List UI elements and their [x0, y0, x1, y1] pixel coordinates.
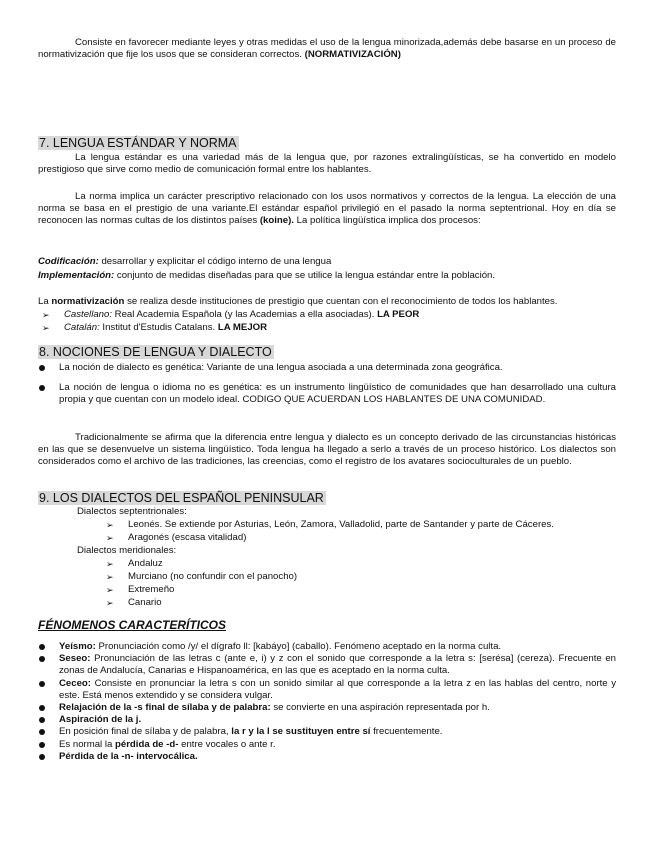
s7-paragraph-1: La lengua estándar es una variedad más de la lengua que, por razones extralingüísticas, se ha convertido en modelo prestigioso que sirve como medio de comunicación formal entre los hablantes.	[38, 152, 616, 176]
arrow-bullet-icon: ➢	[106, 598, 114, 608]
sept-item-2	[106, 532, 618, 544]
list-item	[38, 641, 616, 653]
fen-label: Ceceo:	[59, 677, 91, 689]
fen-label: Seseo:	[59, 653, 91, 665]
arrow-bullet-icon: ➢	[106, 520, 114, 530]
merid-item-text: Andaluz	[128, 558, 163, 569]
bullet-icon	[39, 365, 45, 371]
meridionales-label: Dialectos meridionales:	[77, 545, 177, 556]
fenomenos-heading: FÉNOMENOS CARACTERÍTICOS	[38, 618, 227, 632]
arrow-bullet-icon: ➢	[42, 323, 50, 333]
fen-text: Consiste en pronunciar la letra s con un sonido similar al que corresponde a la letra z en las hablas del centro, norte y este. Está menos extendido y se considera vulgar.	[59, 677, 616, 701]
bullet-icon	[39, 644, 45, 650]
fen-7c: entre vocales o ante r.	[181, 738, 276, 750]
catalan-bold: LA MEJOR	[217, 322, 268, 333]
catalan-item	[42, 322, 638, 334]
fenomenos-list	[38, 641, 616, 763]
codificacion-line	[38, 256, 616, 268]
fen-6a: En posición final de sílaba y de palabra,	[59, 726, 229, 738]
fen-text: se convierte en una aspiración representada por h.	[273, 702, 490, 714]
list-item	[38, 739, 616, 751]
sept-item-text: Aragonés (escasa vitalidad)	[128, 532, 247, 543]
s8-paragraph: Tradicionalmente se afirma que la diferencia entre lengua y dialecto es un concepto derivado de las circunstancias históricas en las que se desenvuelve un sistema lingüístico. Toda lengua ha llegado a serlo a través de un proceso histórico. Los dialectos son considerados como el archivo de las tradiciones, las creencias, como el registro de los avatares socioculturales de un pueblo.	[38, 432, 616, 468]
merid-item-2	[106, 571, 297, 583]
merid-item-3	[106, 584, 174, 596]
merid-item-4	[106, 597, 162, 609]
fen-6c: frecuentemente.	[373, 726, 443, 738]
implementacion-line	[38, 270, 616, 282]
s7-p2-koine: (koine).	[259, 215, 294, 227]
section-9-heading: 9. LOS DIALECTOS DEL ESPAÑOL PENINSULAR	[39, 491, 324, 505]
bullet-icon	[39, 754, 45, 760]
intro-text: Consiste en favorecer mediante leyes y otras medidas el uso de la lengua minorizada,además debe basarse en un proceso de normativización que fije los usos que se consideran correctos.	[38, 37, 616, 61]
s8-bullet-2: La noción de lengua o idioma no es genética: es un instrumento lingüístico de comunidades que han desarrollado una cultura propia y que cuentan con un modelo ideal. CODIGO QUE ACUERDAN LOS HABLANTES DE UNA COMUNIDAD.	[59, 382, 616, 406]
fen-text: Pronunciación de las letras c (ante e, i) y z con el sonido que corresponde a la letra s: [serésa] (cereza). Frecuente en zonas de Andalucía, Canarias e Hispanoamérica, en las que es aceptado en la norma culta.	[59, 653, 616, 677]
list-item	[38, 714, 616, 726]
intro-paragraph	[38, 37, 616, 61]
bullet-icon	[39, 385, 45, 391]
merid-item-text: Canario	[128, 597, 162, 608]
implementacion-label: Implementación:	[38, 270, 115, 281]
merid-item-1	[106, 558, 163, 570]
bullet-icon	[39, 729, 45, 735]
bullet-icon	[39, 656, 45, 662]
codificacion-label: Codificación:	[38, 256, 99, 267]
bullet-icon	[39, 705, 45, 711]
fen-label: Yeísmo:	[59, 641, 96, 652]
list-item	[38, 726, 616, 738]
s8-bullet-list	[38, 362, 616, 407]
s8-bullet-1: La noción de dialecto es genética: Variante de una lengua asociada a una determinada zona geográfica.	[59, 362, 503, 373]
arrow-bullet-icon: ➢	[106, 572, 114, 582]
list-item	[38, 751, 616, 763]
merid-item-text: Murciano (no confundir con el panocho)	[128, 571, 298, 582]
castellano-item	[42, 309, 638, 321]
list-item	[38, 362, 616, 374]
codificacion-text: desarrollar y explicitar el código interno de una lengua	[101, 256, 332, 267]
sept-item-text: Leonés. Se extiende por Asturias, León, Zamora, Valladolid, parte de Santander y parte de Cáceres.	[128, 519, 554, 530]
fen-8: Pérdida de la -n- intervocálica.	[59, 750, 198, 762]
norm-b: normativización	[51, 296, 125, 307]
arrow-bullet-icon: ➢	[42, 310, 50, 320]
s7-p2-text: La norma implica un carácter prescriptivo relacionado con los usos normativos y correctos de la lengua. La elección de una norma se basa en el prestigio de una variante.El estándar español privilegió en el pasado la norma septentrional. Hoy en día se reconocen las normas cultas de los distintos países	[38, 191, 616, 227]
fen-label: Aspiración de la j.	[59, 714, 142, 726]
fen-text: Pronunciación como /y/ el dígrafo ll: [kabáyo] (caballo). Fenómeno aceptado en la norma culta.	[98, 641, 502, 652]
arrow-bullet-icon: ➢	[106, 533, 114, 543]
normativizacion-line	[38, 296, 616, 308]
fen-7a: Es normal la	[59, 738, 113, 750]
arrow-bullet-icon: ➢	[106, 559, 114, 569]
list-item	[38, 653, 616, 677]
fen-label: Relajación de la -s final de sílaba y de palabra:	[59, 702, 271, 714]
norm-a: La	[38, 296, 49, 307]
merid-item-text: Extremeño	[128, 584, 175, 595]
list-item	[38, 678, 616, 702]
castellano-bold: LA PEOR	[377, 309, 420, 320]
list-item	[38, 382, 616, 406]
s7-paragraph-2	[38, 191, 616, 228]
bullet-icon	[39, 717, 45, 723]
s7-p2-end: La política lingüística implica dos procesos:	[296, 215, 481, 227]
list-item	[38, 702, 616, 714]
castellano-label: Castellano:	[64, 309, 112, 320]
fen-7b: pérdida de -d-	[115, 738, 179, 750]
fen-6b: la r y la l se sustituyen entre sí	[231, 726, 371, 738]
septentrionales-label: Dialectos septentrionales:	[77, 506, 187, 517]
section-8-heading: 8. NOCIONES DE LENGUA Y DIALECTO	[39, 345, 272, 359]
sept-item-1	[106, 519, 618, 531]
norm-c: se realiza desde instituciones de prestigio que cuentan con el reconocimiento de todos los hablantes.	[127, 296, 558, 307]
bullet-icon	[39, 742, 45, 748]
castellano-text: Real Academia Española (y las Academias a ella asociadas).	[114, 309, 375, 320]
section-7-heading: 7. LENGUA ESTÁNDAR Y NORMA	[39, 136, 237, 150]
bullet-icon	[39, 681, 45, 687]
intro-bold: (NORMATIVIZACIÓN)	[304, 49, 401, 61]
catalan-text: Institut d'Estudis Catalans.	[102, 322, 216, 333]
catalan-label: Catalán:	[64, 322, 100, 333]
arrow-bullet-icon: ➢	[106, 585, 114, 595]
implementacion-text: conjunto de medidas diseñadas para que se utilice la lengua estándar entre la población.	[116, 270, 496, 281]
